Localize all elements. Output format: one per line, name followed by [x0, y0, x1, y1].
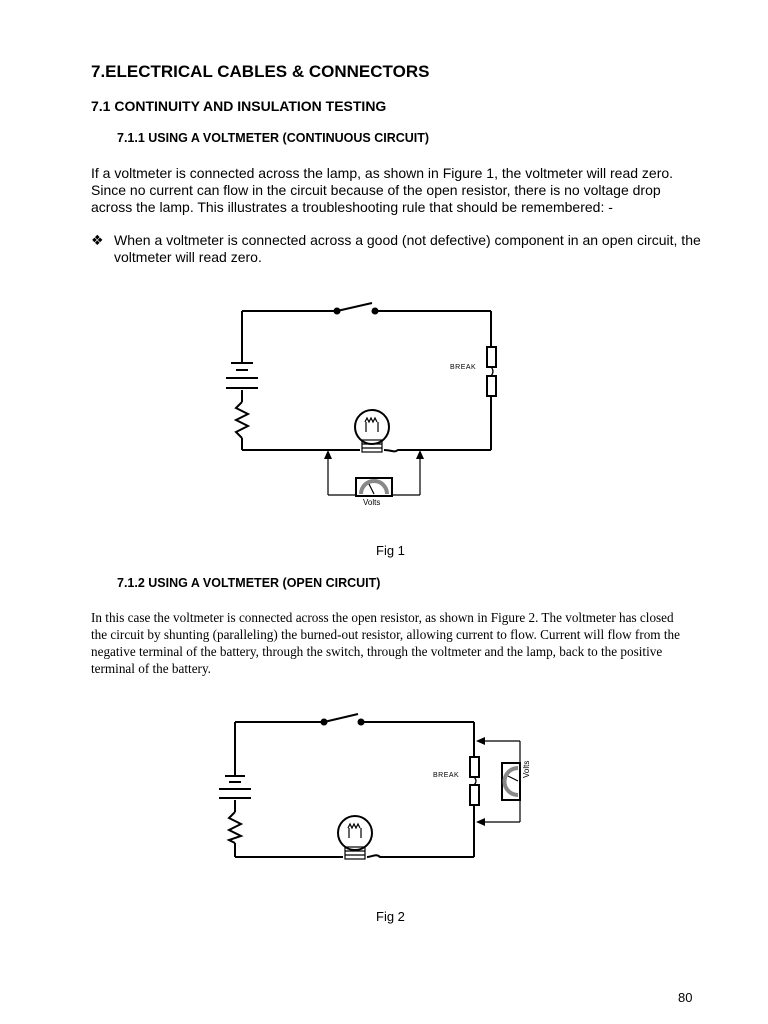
figure-1-caption: Fig 1	[376, 543, 405, 558]
paragraph-continuous-circuit: If a voltmeter is connected across the lamp, as shown in Figure 1, the voltmeter will read zero. Since no current can flow in the circuit because of the open resistor, there is no voltage drop across the lamp. This illustrates a troubleshooting rule that should be remembered: -	[91, 165, 674, 215]
bullet-text: When a voltmeter is connected across a good (not defective) component in an open circuit, the voltmeter will read zero.	[114, 232, 701, 265]
fig2-resistor-zigzag	[229, 812, 241, 843]
fig2-wires	[235, 722, 474, 857]
fig2-voltmeter-leads	[476, 737, 520, 826]
fig2-battery	[219, 776, 251, 798]
fig2-voltmeter	[502, 763, 520, 800]
subsection-heading-1: 7.1.1 USING A VOLTMETER (CONTINUOUS CIRCUIT)	[117, 131, 430, 145]
page-number: 80	[678, 990, 693, 1005]
fig2-break-label: BREAK	[433, 772, 460, 779]
fig1-meter-label: Volts	[363, 498, 381, 507]
diamond-bullet-icon: ❖	[91, 232, 104, 248]
fig2-break-resistor	[470, 757, 479, 805]
fig1-break-label: BREAK	[450, 364, 477, 371]
paragraph-open-circuit: In this case the voltmeter is connected across the open resistor, as shown in Figure 2. The voltmeter has closed the circuit by shunting (paralleling) the burned-out resistor, allowing current to flow. Current will flow from the negative terminal of the battery, through the switch, through the voltmeter and the lamp, back to the positive terminal of the battery.	[91, 610, 680, 676]
subsection-heading-2: 7.1.2 USING A VOLTMETER (OPEN CIRCUIT)	[117, 576, 381, 590]
section-heading: 7.1 CONTINUITY AND INSULATION TESTING	[91, 98, 387, 114]
chapter-heading: 7.ELECTRICAL CABLES & CONNECTORS	[91, 62, 430, 81]
fig2-lamp	[338, 816, 372, 859]
fig2-switch	[321, 714, 365, 726]
figure-2-caption: Fig 2	[376, 909, 405, 924]
fig2-meter-label: Volts	[522, 760, 531, 778]
